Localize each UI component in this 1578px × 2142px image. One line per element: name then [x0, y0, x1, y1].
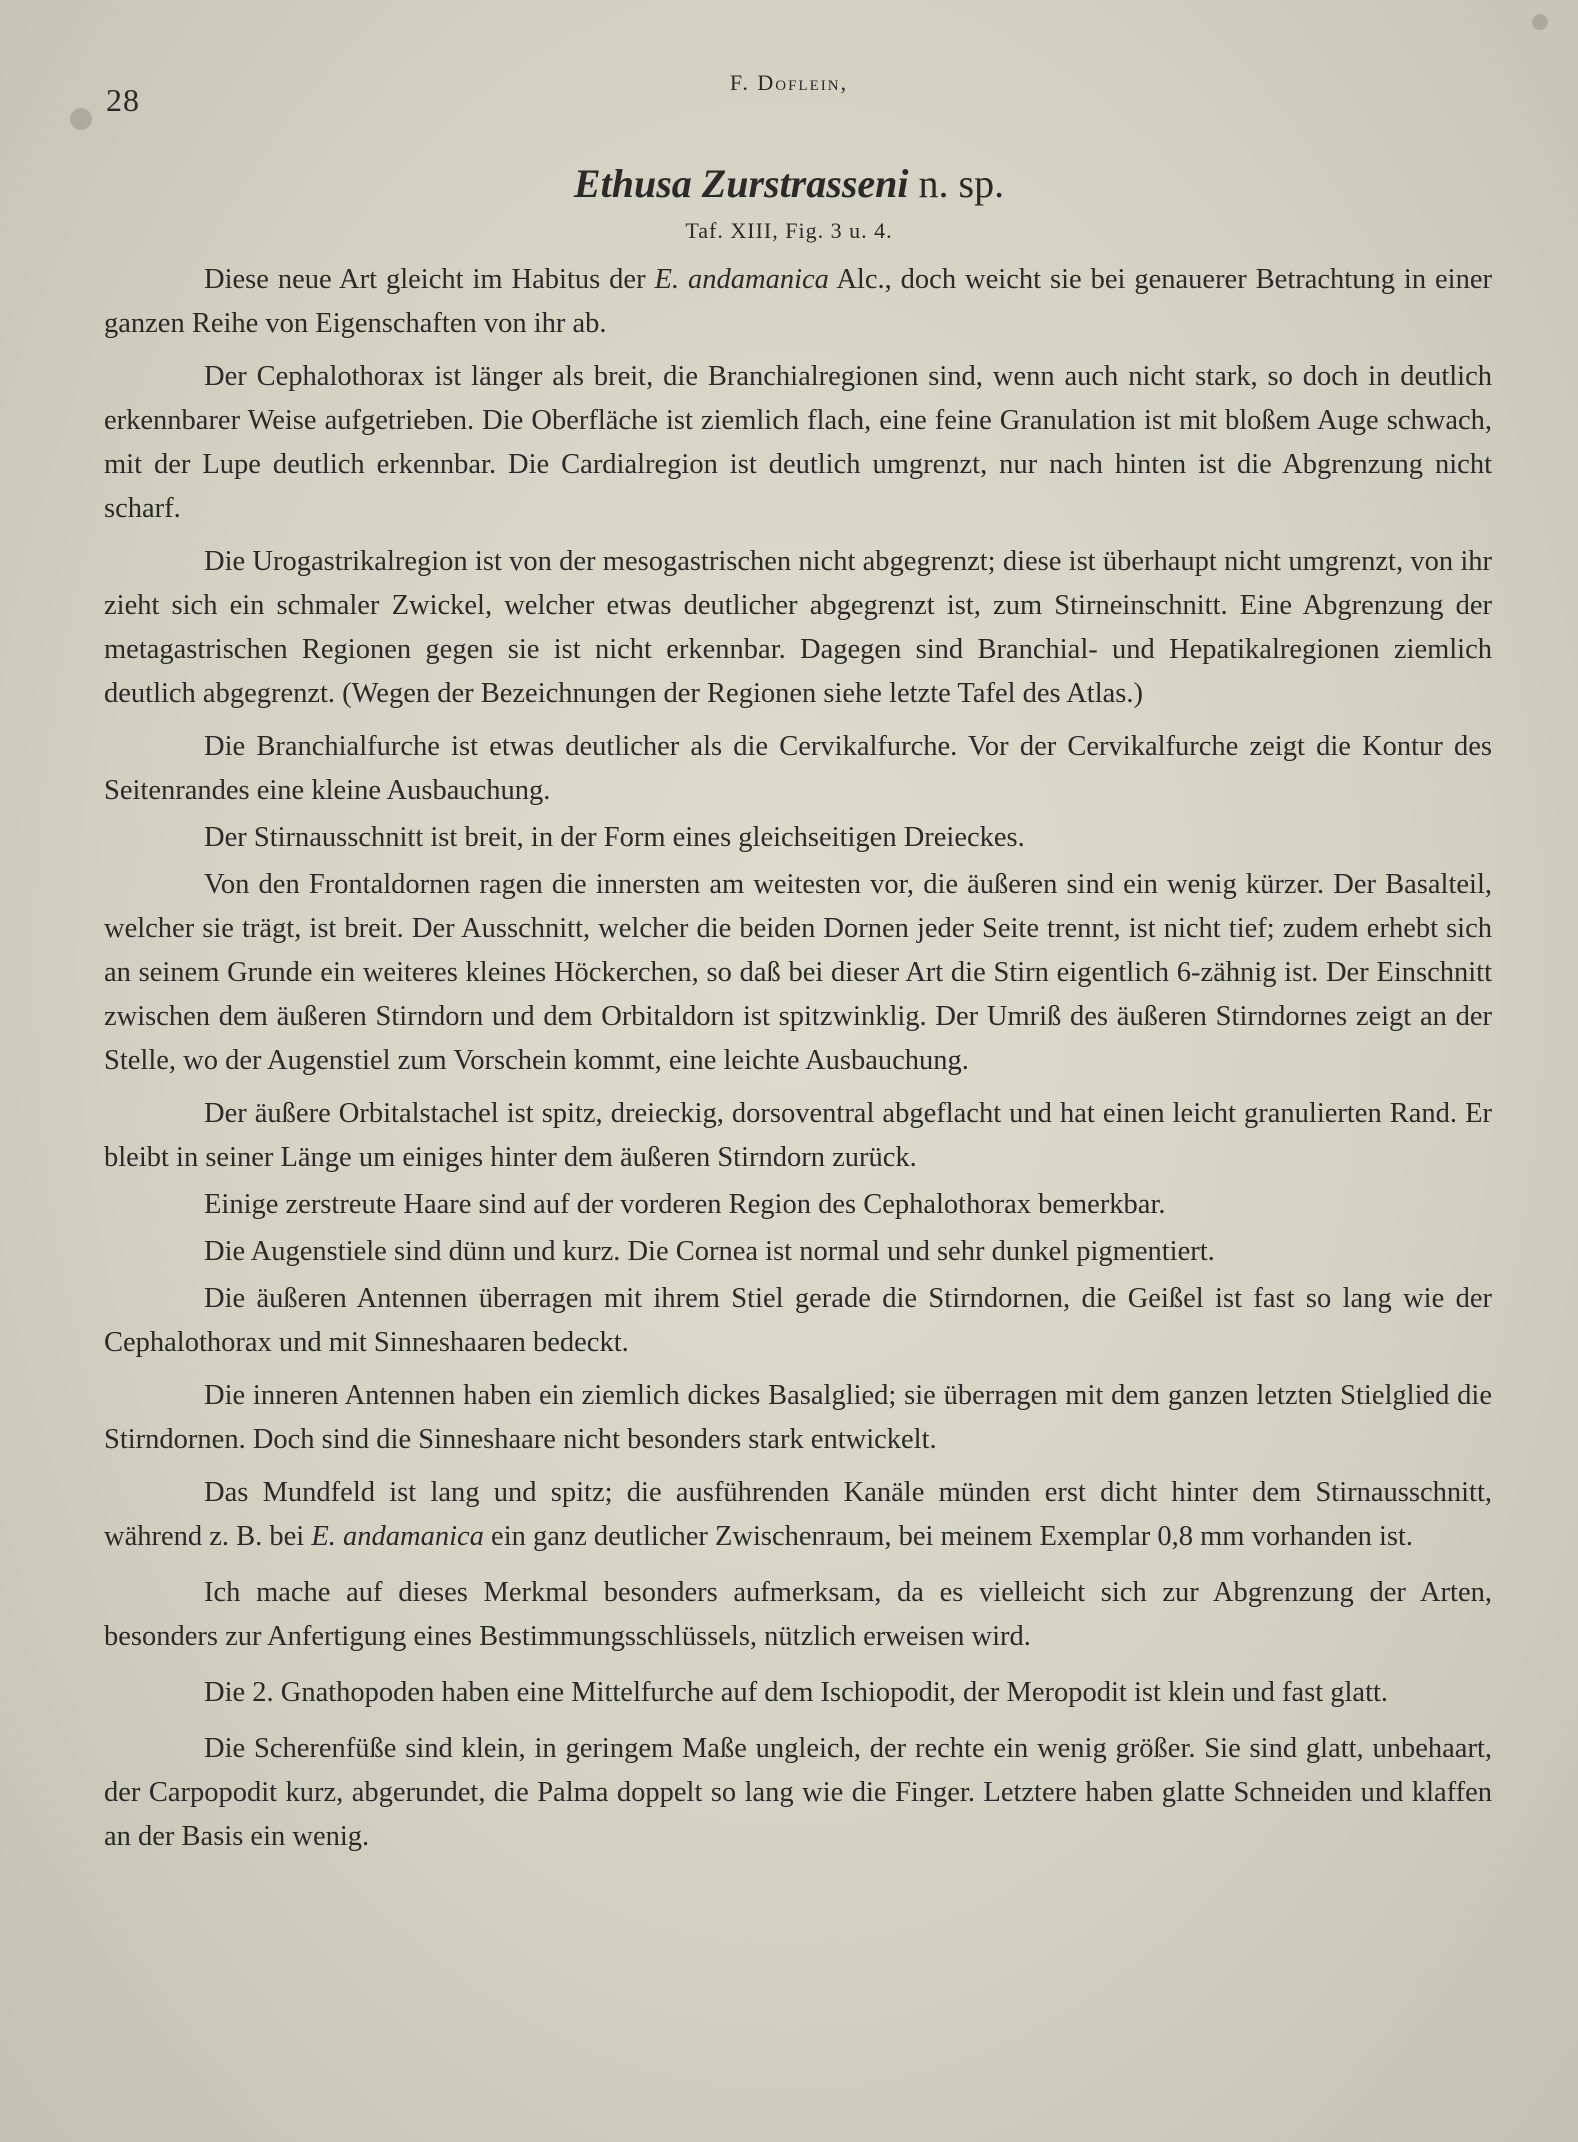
species-name: Ethusa Zurstrasseni: [573, 161, 909, 206]
text-run: Das Mundfeld ist lang und spitz; die ausführenden Kanäle münden erst dicht hinter dem Stirnausschnitt, während z. B. bei: [104, 1477, 1492, 1552]
paragraph: Die Urogastrikalregion ist von der mesogastrischen nicht abgegrenzt; diese ist überhaupt nicht umgrenzt, von ihr zieht sich ein schmaler Zwickel, welcher etwas deutlicher abgegrenzt ist, zum Stirneinschnitt. Eine Abgrenzung der metagastrischen Regionen gegen sie ist nicht erkennbar. Dagegen sind Branchial- und Hepatikalregionen ziemlich deutlich abgegrenzt. (Wegen der Bezeichnungen der Regionen siehe letzte Tafel des Atlas.): [104, 546, 1492, 709]
page-blemish: [1532, 14, 1548, 30]
paragraph: Die Scherenfüße sind klein, in geringem Maße ungleich, der rechte ein wenig größer. Sie sind glatt, unbehaart, der Carpopodit kurz, abgerundet, die Palma doppelt so lang wie die Finger. Letztere haben glatte Schneiden und klaffen an der Basis ein wenig.: [104, 1733, 1492, 1852]
text-run: Alc., doch weicht sie bei genauerer Betrachtung in einer ganzen Reihe von Eigenschaften von ihr ab.: [104, 264, 1492, 339]
running-head: F. Doflein,: [729, 70, 849, 95]
body-text: [104, 258, 1492, 1868]
species-suffix: n. sp.: [918, 161, 1005, 206]
paragraph: Die Augenstiele sind dünn und kurz. Die Cornea ist normal und sehr dunkel pigmentiert.: [204, 1236, 1215, 1267]
paragraph: Der Cephalothorax ist länger als breit, die Branchialregionen sind, wenn auch nicht stark, so doch in deutlich erkennbarer Weise aufgetrieben. Die Oberfläche ist ziemlich flach, eine feine Granulation ist mit bloßem Auge schwach, mit der Lupe deutlich erkennbar. Die Cardialregion ist deutlich umgrenzt, nur nach hinten ist die Abgrenzung nicht scharf.: [104, 361, 1492, 524]
paragraph: Die 2. Gnathopoden haben eine Mittelfurche auf dem Ischiopodit, der Meropodit ist klein und fast glatt.: [204, 1677, 1389, 1708]
species-reference: E. andamanica: [311, 1521, 484, 1552]
text-run: ein ganz deutlicher Zwischenraum, bei meinem Exemplar 0,8 mm vorhanden ist.: [483, 1521, 1414, 1552]
text-run: Diese neue Art gleicht im Habitus der: [204, 264, 655, 295]
paragraph: Die äußeren Antennen überragen mit ihrem Stiel gerade die Stirndornen, die Geißel ist fast so lang wie der Cephalothorax und mit Sinneshaaren bedeckt.: [104, 1283, 1492, 1358]
paragraph: Der Stirnausschnitt ist breit, in der Form eines gleichseitigen Dreieckes.: [204, 822, 1025, 853]
paragraph: Die Branchialfurche ist etwas deutlicher als die Cervikalfurche. Vor der Cervikalfurche zeigt die Kontur des Seitenrandes eine kleine Ausbauchung.: [104, 731, 1492, 806]
paragraph: Die inneren Antennen haben ein ziemlich dickes Basalglied; sie überragen mit dem ganzen letzten Stielglied die Stirndornen. Doch sind die Sinneshaare nicht besonders stark entwickelt.: [104, 1380, 1492, 1455]
paragraph: Der äußere Orbitalstachel ist spitz, dreieckig, dorsoventral abgeflacht und hat einen leicht granulierten Rand. Er bleibt in seiner Länge um einiges hinter dem äußeren Stirndorn zurück.: [104, 1098, 1492, 1173]
page-blemish: [70, 108, 92, 130]
plate-reference: Taf. XIII, Fig. 3 u. 4.: [685, 218, 893, 243]
paragraph: [104, 258, 1492, 346]
species-reference: E. andamanica: [654, 264, 829, 295]
page-number: 28: [106, 82, 140, 118]
paragraph: Von den Frontaldornen ragen die innersten am weitesten vor, die äußeren sind ein wenig kürzer. Der Basalteil, welcher sie trägt, ist breit. Der Ausschnitt, welcher die beiden Dornen jeder Seite trennt, ist nicht tief; zudem erhebt sich an seinem Grunde ein weiteres kleines Höckerchen, so daß bei dieser Art die Stirn eigentlich 6-zähnig ist. Der Einschnitt zwischen dem äußeren Stirndorn und dem Orbitaldorn ist spitzwinklig. Der Umriß des äußeren Stirndornes zeigt an der Stelle, wo der Augenstiel zum Vorschein kommt, eine leichte Ausbauchung.: [104, 869, 1492, 1076]
paragraph: Ich mache auf dieses Merkmal besonders aufmerksam, da es vielleicht sich zur Abgrenzung der Arten, besonders zur Anfertigung eines Bestimmungsschlüssels, nützlich erweisen wird.: [104, 1577, 1492, 1652]
paragraph: [104, 1471, 1492, 1559]
species-title: [0, 160, 1578, 207]
paragraph: Einige zerstreute Haare sind auf der vorderen Region des Cephalothorax bemerkbar.: [204, 1189, 1166, 1220]
